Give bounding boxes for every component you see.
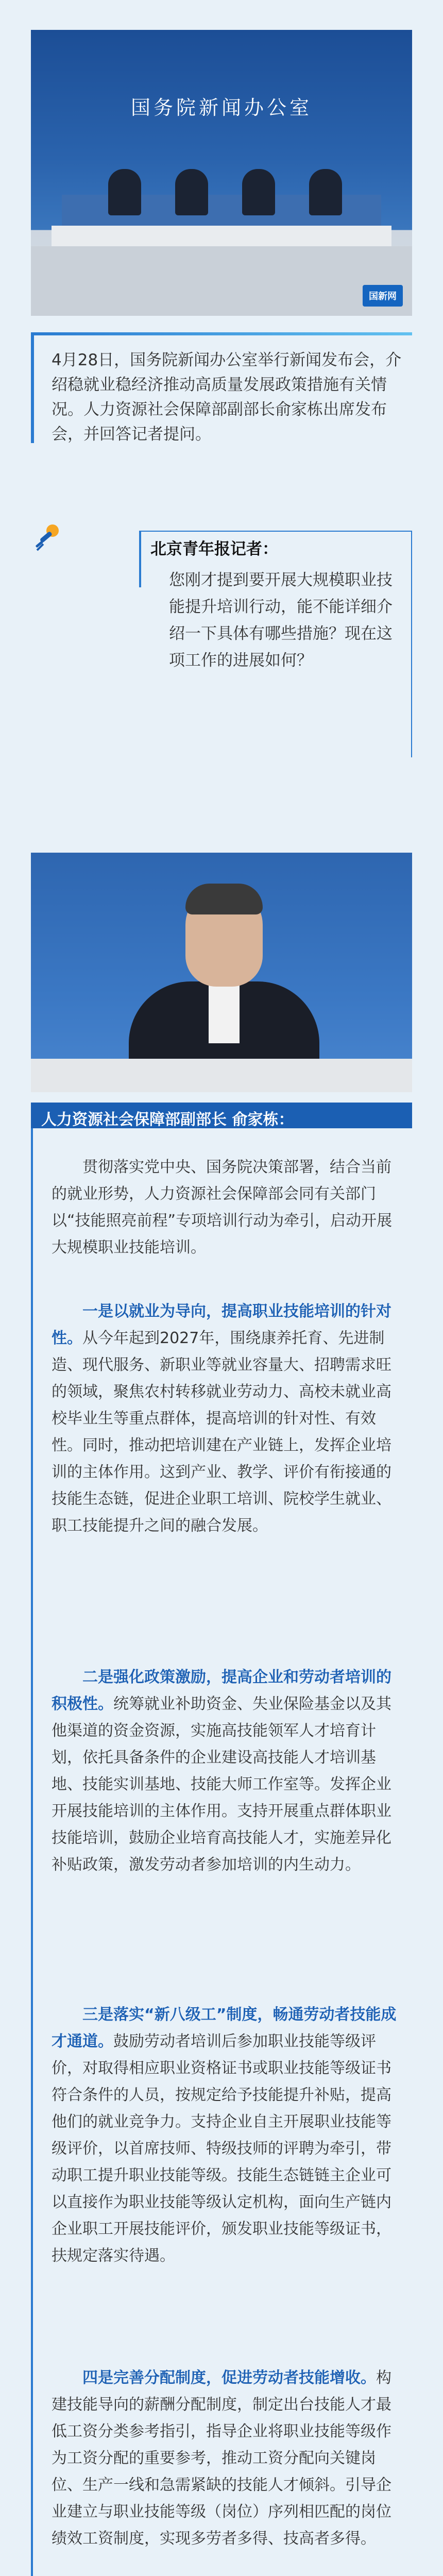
answer-highlight: 四是完善分配制度，促进劳动者技能增收。 (82, 2369, 376, 2387)
watermark-logo: 国新网 (363, 285, 403, 307)
banner-text: 国务院新闻办公室 (130, 96, 312, 119)
speaker-name: 人力资源社会保障部副部长 俞家栋： (41, 1111, 294, 1129)
question-text: 您刚才提到要开展大规模职业技能提升培训行动，能不能详细介绍一下具体有哪些措施？现在这项工作的进展如何？ (169, 571, 393, 670)
answer-text: 鼓励劳动者培训后参加职业技能等级评价，对取得相应职业资格证书或职业技能等级证书符合条件的人员，按规定给予技能提升补贴，提高他们的就业竞争力。支持企业自主开展职业技能等级评价，以首席技师、特级技师的评聘为牵引，带动职工提升职业技能等级。技能生态链链主企业可以直接作为职业技能等级认定机构，面向生产链内企业职工开展技能评价，颁发职业技能等级证书，扶规定落实待遇。 (52, 2032, 391, 2265)
answer-text: 统筹就业补助资金、失业保险基金以及其他渠道的资金资源，实施高技能领军人才培育计划，依托具备条件的企业建设高技能人才培训基地、技能实训基地、技能大师工作室等。发挥企业开展技能培训的主体作用。支持开展重点群体职业技能培训，鼓励企业培育高技能人才，实施差异化补贴政策，激发劳动者参加培训的内生动力。 (52, 1695, 391, 1874)
lead-left-bar (31, 332, 34, 443)
answer-highlight: 二是强化政策激励，提高企业和劳动者培训的积极性。 (52, 1668, 391, 1713)
speaker-figure (175, 169, 208, 215)
reporter-label: 北京青年报记者： (150, 540, 278, 558)
question-left-bar (139, 531, 141, 587)
answer-highlight: 一是以就业为导向，提高职业技能培训的针对性。 (52, 1302, 391, 1347)
answer-paragraph (52, 1664, 402, 1878)
lead-box (31, 332, 412, 443)
podium-table (52, 226, 391, 246)
answer-paragraph (52, 1298, 402, 1539)
press-conference-photo (31, 30, 412, 316)
answer-paragraph (52, 1154, 402, 1261)
speaker-figure (309, 169, 342, 215)
lead-top-bar (31, 332, 412, 335)
speaker-desk (31, 1059, 412, 1092)
answer-highlight: 三是落实“新八级工”制度，畅通劳动者技能成才通道。 (52, 2006, 397, 2050)
speaker-figure (242, 169, 275, 215)
speaker-shirt (209, 981, 240, 1043)
reporter-question (139, 531, 412, 757)
microphone-icon (32, 520, 65, 553)
answer-left-bar (31, 1128, 33, 2576)
answer-paragraph (52, 2365, 402, 2552)
speaker-photo (31, 853, 412, 1092)
answer-text: 贯彻落实党中央、国务院决策部署，结合当前的就业形势，人力资源社会保障部会同有关部门以“技能照亮前程”专项培训行动为牵引，启动开展大规模职业技能培训。 (52, 1158, 393, 1257)
answer-text: 构建技能导向的薪酬分配制度，制定出台技能人才最低工资分类参考指引，指导企业将职业技能等级作为工资分配的重要参考，推动工资分配向关键岗位、生产一线和急需紧缺的技能人才倾斜。引导企业建立与职业技能等级（岗位）序列相匹配的岗位绩效工资制度，实现多劳者多得、技高者多得。 (52, 2369, 391, 2548)
speaker-figure (108, 169, 141, 215)
speaker-name-bar (31, 1103, 412, 1128)
answer-paragraph (52, 2002, 402, 2269)
floor (31, 246, 412, 316)
speaker-hair (185, 884, 263, 914)
answer-box (31, 1128, 412, 2576)
answer-text: 从今年起到2027年，围绕康养托育、先进制造、现代服务、新职业等就业容量大、招聘需求旺的领域，聚焦农村转移就业劳动力、高校未就业高校毕业生等重点群体，提高培训的针对性、有效性。同时，推动把培训建在产业链上，发挥企业培训的主体作用。这到产业、教学、评价有衔接通的技能生态链，促进企业职工培训、院校学生就业、职工技能提升之间的融合发展。 (52, 1329, 391, 1535)
lead-paragraph: 4月28日，国务院新闻办公室举行新闻发布会，介绍稳就业稳经济推动高质量发展政策措施有关情况。人力资源社会保障部副部长俞家栋出席发布会，并回答记者提问。 (52, 351, 402, 444)
